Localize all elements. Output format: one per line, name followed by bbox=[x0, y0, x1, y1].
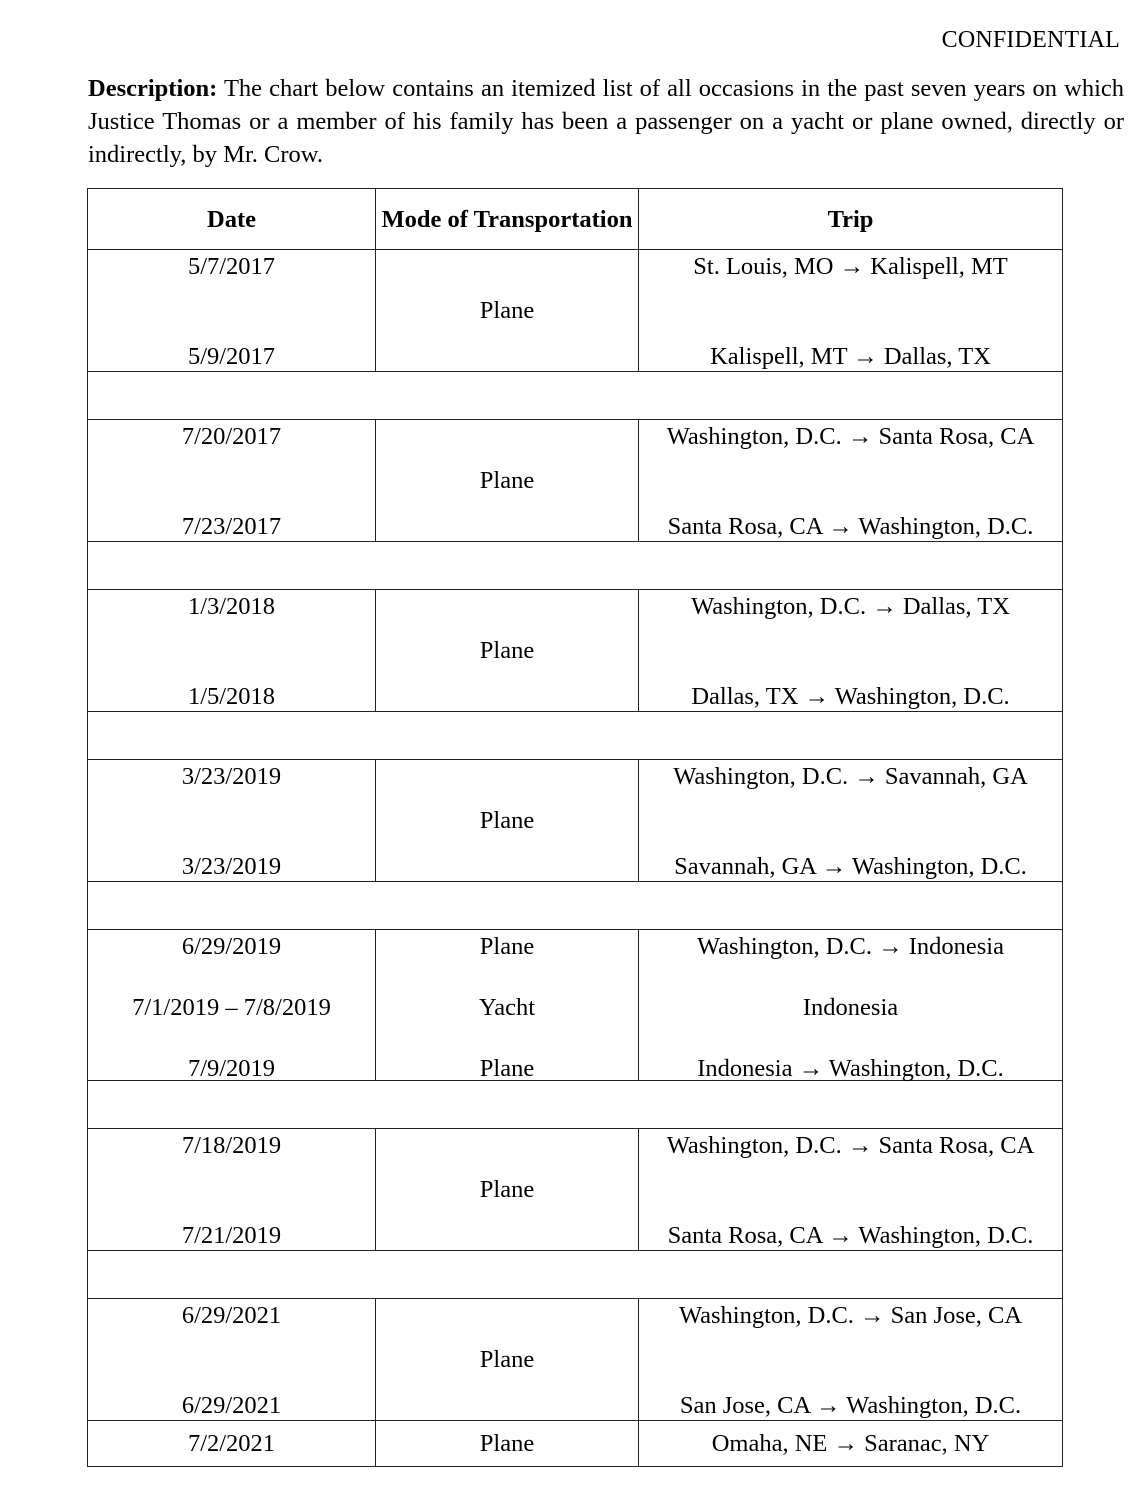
trip-cell bbox=[639, 760, 1063, 882]
table-row bbox=[88, 250, 1063, 372]
trips-table bbox=[87, 188, 1063, 1467]
mode-value: Plane bbox=[479, 467, 535, 494]
trip-return: Indonesia → Washington, D.C. bbox=[697, 1055, 1004, 1082]
mode-cell: Plane bbox=[376, 1421, 639, 1467]
trip-cell: Omaha, NE → Saranac, NY bbox=[639, 1421, 1063, 1467]
table-row bbox=[88, 420, 1063, 542]
spacer-row bbox=[88, 542, 1063, 590]
trip-outbound: St. Louis, MO → Kalispell, MT bbox=[693, 253, 1008, 280]
date-end: 7/21/2019 bbox=[181, 1222, 282, 1249]
spacer-row bbox=[88, 712, 1063, 760]
mode-value: Plane bbox=[479, 807, 535, 834]
header-mode: Mode of Transportation bbox=[376, 189, 639, 250]
date-range: 7/1/2019 – 7/8/2019 bbox=[132, 994, 331, 1021]
mode-value: Yacht bbox=[478, 994, 536, 1021]
date-start: 7/18/2019 bbox=[181, 1132, 282, 1159]
spacer-row bbox=[88, 1251, 1063, 1299]
mode-value: Plane bbox=[479, 1346, 535, 1373]
table-row bbox=[88, 1129, 1063, 1251]
date-cell bbox=[88, 420, 376, 542]
trip-cell bbox=[639, 1129, 1063, 1251]
date-cell bbox=[88, 1129, 376, 1251]
date-end: 5/9/2017 bbox=[187, 343, 276, 370]
mode-cell bbox=[376, 760, 639, 882]
table-row bbox=[88, 930, 1063, 1081]
mode-cell bbox=[376, 590, 639, 712]
mode-value: Plane bbox=[479, 1055, 535, 1082]
date-cell: 7/2/2021 bbox=[88, 1421, 376, 1467]
spacer-row bbox=[88, 372, 1063, 420]
trip-cell bbox=[639, 250, 1063, 372]
spacer-row bbox=[88, 882, 1063, 930]
confidential-marking: CONFIDENTIAL bbox=[941, 27, 1120, 53]
trip-return: Santa Rosa, CA → Washington, D.C. bbox=[667, 513, 1034, 540]
trip-stay: Indonesia bbox=[802, 994, 899, 1021]
mode-value: Plane bbox=[479, 297, 535, 324]
description-paragraph bbox=[88, 72, 1124, 171]
trip-outbound: Washington, D.C. → Savannah, GA bbox=[673, 763, 1028, 790]
trip-return: San Jose, CA → Washington, D.C. bbox=[679, 1392, 1022, 1419]
header-date: Date bbox=[88, 189, 376, 250]
date-end: 7/9/2019 bbox=[187, 1055, 276, 1082]
mode-value: Plane bbox=[479, 933, 535, 960]
table-row bbox=[88, 1421, 1063, 1467]
trip-return: Kalispell, MT → Dallas, TX bbox=[710, 343, 991, 370]
trip-cell bbox=[639, 420, 1063, 542]
trip-return: Santa Rosa, CA → Washington, D.C. bbox=[667, 1222, 1034, 1249]
table-row bbox=[88, 1299, 1063, 1421]
trip-outbound: Washington, D.C. → Santa Rosa, CA bbox=[666, 423, 1035, 450]
spacer-row bbox=[88, 1081, 1063, 1129]
trip-return: Dallas, TX → Washington, D.C. bbox=[691, 683, 1010, 710]
description-text: The chart below contains an itemized list of all occasions in the past seven years on which Justice Thomas or a member of his family has been a passenger on a yacht or plane owned, directly or indirectly, by Mr. Crow. bbox=[88, 75, 1125, 168]
table-header-row bbox=[88, 189, 1063, 250]
date-start: 7/20/2017 bbox=[181, 423, 282, 450]
mode-cell bbox=[376, 1299, 639, 1421]
mode-value: Plane bbox=[479, 1176, 535, 1203]
mode-cell bbox=[376, 1129, 639, 1251]
date-end: 1/5/2018 bbox=[187, 683, 276, 710]
date-end: 6/29/2021 bbox=[181, 1392, 282, 1419]
trip-cell bbox=[639, 590, 1063, 712]
date-end: 7/23/2017 bbox=[181, 513, 282, 540]
date-start: 1/3/2018 bbox=[187, 593, 276, 620]
table-row bbox=[88, 590, 1063, 712]
date-start: 6/29/2021 bbox=[181, 1302, 282, 1329]
trip-outbound: Washington, D.C. → Indonesia bbox=[697, 933, 1004, 960]
trip-outbound: Washington, D.C. → San Jose, CA bbox=[678, 1302, 1023, 1329]
mode-cell bbox=[376, 420, 639, 542]
description-label: Description: bbox=[88, 75, 218, 102]
date-cell bbox=[88, 250, 376, 372]
date-cell bbox=[88, 590, 376, 712]
trip-return: Savannah, GA → Washington, D.C. bbox=[674, 853, 1027, 880]
date-start: 5/7/2017 bbox=[187, 253, 276, 280]
trip-outbound: Washington, D.C. → Santa Rosa, CA bbox=[666, 1132, 1035, 1159]
date-cell bbox=[88, 760, 376, 882]
mode-cell bbox=[376, 930, 639, 1081]
trip-outbound: Washington, D.C. → Dallas, TX bbox=[691, 593, 1010, 620]
mode-cell bbox=[376, 250, 639, 372]
date-cell bbox=[88, 930, 376, 1081]
table-row bbox=[88, 760, 1063, 882]
trip-cell bbox=[639, 1299, 1063, 1421]
date-end: 3/23/2019 bbox=[181, 853, 282, 880]
date-start: 6/29/2019 bbox=[181, 933, 282, 960]
header-trip: Trip bbox=[639, 189, 1063, 250]
mode-value: Plane bbox=[479, 637, 535, 664]
date-start: 3/23/2019 bbox=[181, 763, 282, 790]
trip-cell bbox=[639, 930, 1063, 1081]
date-cell bbox=[88, 1299, 376, 1421]
